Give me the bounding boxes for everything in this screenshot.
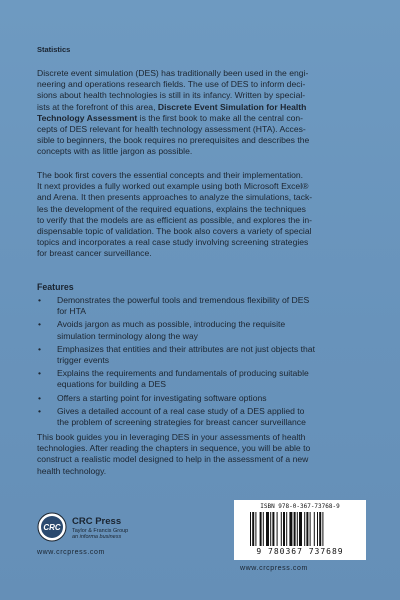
feature-item <box>37 406 367 428</box>
publisher-informa: an informa business <box>72 534 122 540</box>
text-line: Offers a starting point for investigating software options <box>57 392 267 403</box>
barcode-bar <box>283 512 285 546</box>
book-title-bold-cont: Technology Assessment <box>37 112 138 123</box>
category-label: Statistics <box>37 45 71 54</box>
bullet-icon: • <box>38 343 42 354</box>
text-line: for HTA <box>57 306 86 317</box>
text-line: les the development of the required equations, explains the techniques <box>37 203 306 214</box>
barcode-bar <box>310 512 311 546</box>
barcode-bar <box>281 512 282 546</box>
text-line: equations for building a DES <box>57 379 166 390</box>
isbn-label: ISBN 978-0-367-73768-9 <box>260 503 340 510</box>
barcode-digits: 9 780367 737689 <box>256 547 344 556</box>
barcode-bar <box>266 512 269 546</box>
text-line: The book first covers the essential concepts and their implementation. <box>37 170 304 180</box>
book-title-bold: Discrete Event Simulation for Health <box>157 101 307 112</box>
text-line: sions about health technologies is still in its infancy. Written by special- <box>37 90 306 101</box>
text-line: technologies. After reading the chapters in sequence, you will be able to <box>37 443 311 454</box>
barcode-bar <box>317 512 318 546</box>
text-line: Discrete event simulation (DES) has traditionally been used in the engi- <box>37 68 309 78</box>
feature-item <box>37 393 367 404</box>
feature-item <box>37 295 367 317</box>
features-heading: Features <box>37 282 74 292</box>
publisher-url-right: www.crcpress.com <box>240 565 308 572</box>
text-line: It next provides a fully worked out example using both Microsoft Excel® <box>37 181 309 192</box>
crc-press-logo-icon <box>37 512 67 542</box>
text-line: to verify that the models are as efficient as possible, and explores the in- <box>37 214 312 225</box>
barcode <box>234 500 366 560</box>
barcode-bar <box>270 512 271 546</box>
text-line: for breast cancer surveillance. <box>37 248 152 259</box>
text-line: the problem of screening strategies for breast cancer surveillance <box>57 417 306 428</box>
barcode-bar <box>277 512 278 546</box>
bullet-icon: • <box>38 405 42 416</box>
text-line: trigger events <box>57 355 110 366</box>
feature-item <box>37 344 367 366</box>
text-line: Emphasizes that entities and their attributes are not just objects that <box>57 343 315 354</box>
logo-text: CRC <box>43 523 61 532</box>
bullet-icon: • <box>38 392 42 403</box>
text-line: Demonstrates the powerful tools and tremendous flexibility of DES <box>57 295 310 305</box>
text-line: This book guides you in leveraging DES in your assessments of health <box>37 432 306 442</box>
barcode-bar <box>322 512 323 546</box>
text-line: simulation terminology along the way <box>57 330 198 341</box>
text-line: cepts of DES relevant for health technology assessment (HTA). Acces- <box>37 124 306 135</box>
barcode-bar <box>319 512 321 546</box>
feature-item <box>37 368 367 390</box>
text-line: health technology. <box>37 465 107 476</box>
text-fragment: ists at the forefront of this area, <box>37 101 158 112</box>
text-fragment: is the first book to make all the central con- <box>137 112 304 123</box>
barcode-bar <box>286 512 287 546</box>
barcode-bar <box>255 512 256 546</box>
feature-item <box>37 319 367 341</box>
text-line: dispensable topic of validation. The book also covers a variety of special <box>37 226 312 237</box>
barcode-bar <box>306 512 308 546</box>
features-list <box>37 295 367 430</box>
description-paragraph-1 <box>37 68 365 158</box>
barcode-bar <box>304 512 305 546</box>
barcode-bars <box>250 512 350 546</box>
barcode-bar <box>294 512 296 546</box>
text-line <box>37 102 365 113</box>
text-line: construct a realistic model designed to help in the assessment of a new <box>37 454 309 465</box>
text-line: concepts with as little jargon as possible. <box>37 146 193 157</box>
barcode-bar <box>252 512 254 546</box>
barcode-bar <box>314 512 315 546</box>
barcode-bar <box>263 512 264 546</box>
barcode-bar <box>299 512 302 546</box>
description-paragraph-3 <box>37 432 365 477</box>
bullet-icon: • <box>38 368 42 379</box>
publisher-url-left: www.crcpress.com <box>37 549 105 556</box>
text-line <box>37 113 365 124</box>
bullet-icon: • <box>38 295 42 305</box>
publisher-group: Taylor & Francis Group <box>72 528 129 534</box>
barcode-bar <box>250 512 251 546</box>
bullet-icon: • <box>38 319 42 330</box>
barcode-bar <box>260 512 262 546</box>
text-line: sible to beginners, the book requires no prerequisites and describes the <box>37 135 310 146</box>
text-line: Avoids jargon as much as possible, introducing the requisite <box>57 319 286 330</box>
text-line: neering and operations research fields. The use of DES to inform deci- <box>37 79 306 90</box>
description-paragraph-2 <box>37 170 365 260</box>
barcode-bar <box>272 512 274 546</box>
text-line: Gives a detailed account of a real case study of a DES applied to <box>57 405 305 416</box>
barcode-bar <box>289 512 292 546</box>
publisher-block <box>72 516 128 540</box>
text-line: topics and incorporates a real case study involving screening strategies <box>37 237 309 248</box>
barcode-bar <box>297 512 298 546</box>
text-line: Explains the requirements and fundamentals of producing suitable <box>57 368 309 379</box>
text-line: and Arena. It then presents approaches to analyze the simulations, tack- <box>37 192 313 203</box>
publisher-name: CRC Press <box>72 516 122 527</box>
